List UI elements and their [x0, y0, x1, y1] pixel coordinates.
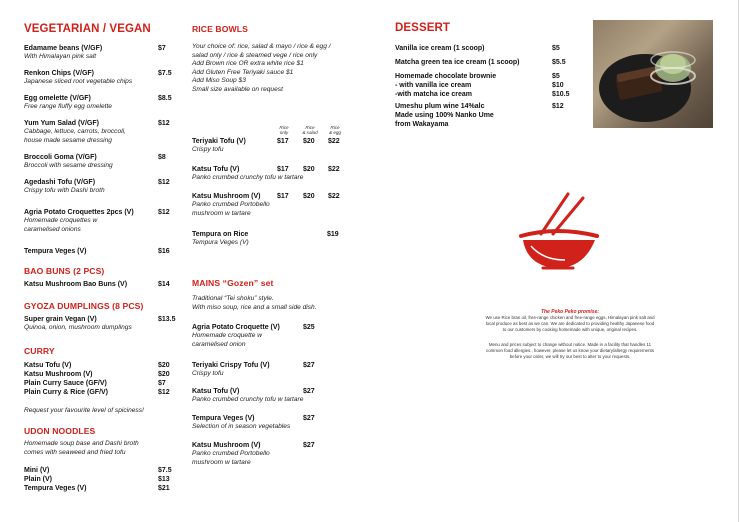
rice-price: $17: [277, 166, 289, 173]
rice-title: RICE BOWLS: [192, 24, 248, 34]
udon-prices: [158, 466, 172, 493]
mains-item: Agria Potato Croquette (V) Homemade croquette w caramelised onion: [192, 324, 280, 348]
veg-item: Yum Yum Salad (V/GF) Cabbage, lettuce, carrots, broccoli, house made sesame dressing: [24, 120, 126, 144]
curry-price: $20: [158, 362, 170, 369]
rice-price: $20: [303, 193, 315, 200]
mains-title: MAINS “Gozen” set: [192, 278, 274, 288]
curry-item: Katsu Mushroom (V): [24, 371, 93, 378]
udon-item: Mini (V): [24, 467, 50, 474]
rice-price: $22: [328, 166, 340, 173]
veg-item: Renkon Chips (V/GF) Japanese sliced root vegetable chips: [24, 70, 133, 85]
curry-prices: [158, 361, 170, 397]
dessert-item-name: Matcha green tea ice cream (1 scoop): [395, 59, 520, 66]
curry-price: $7: [158, 380, 166, 387]
veg-price: $7.5: [158, 70, 172, 77]
veg-price: $16: [158, 248, 170, 255]
veg-item: Egg omelette (V/GF) Free range fluffy egg omelette: [24, 95, 112, 110]
bao-item-name: Katsu Mushroom Bao Buns (V): [24, 281, 128, 288]
veg-item-name: Tempura Veges (V): [24, 248, 87, 255]
dessert-price: $12: [552, 103, 564, 110]
rice-price: $20: [303, 166, 315, 173]
promise-title: The Peko Peko promise:: [540, 309, 600, 315]
veg-item: Agria Potato Croquettes 2pcs (V) Homemade croquettes w caramelised onions: [24, 209, 134, 233]
notice-line: Menu and prices subject to change without notice. Made in a facility that handles 11: [488, 341, 652, 347]
veg-price: $8.5: [158, 95, 172, 102]
curry-item: Plain Curry & Rice (GF/V): [24, 389, 109, 396]
bao-price: $14: [158, 281, 170, 288]
bowl-chopsticks-logo: [513, 190, 605, 276]
veg-title: VEGETARIAN / VEGAN: [24, 23, 151, 35]
rice-price: $17: [277, 193, 289, 200]
notice-line: before your order, we will try our best to alter to your requests.: [509, 354, 631, 360]
udon-item: Plain (V): [24, 476, 53, 483]
rice-item: Katsu Tofu (V) Panko crumbed crunchy tofu w tartare: [192, 166, 304, 181]
mains-price: $25: [303, 324, 315, 331]
dessert-title: DESSERT: [395, 22, 451, 34]
udon-list: [24, 466, 87, 493]
promise-line: We use Rice bran oil, free-range chicken and free-range eggs, Himalayan pink salt and: [485, 315, 655, 320]
dessert-prices: $5 $10 $10.5: [552, 73, 570, 98]
gyoza-title: GYOZA DUMPLINGS (8 PCS): [24, 301, 144, 311]
curry-item: Plain Curry Sauce (GF/V): [24, 380, 107, 387]
rice-col-head: Rice & egg: [328, 125, 341, 135]
dessert-item-name: Vanilla ice cream (1 scoop): [395, 45, 485, 52]
promise-line: local produce as best as we can. We are dedicated to providing healthy Japanese food: [485, 321, 655, 327]
curry-title: CURRY: [24, 346, 55, 356]
rice-price: $17: [277, 138, 289, 145]
dessert-photo: [593, 20, 713, 128]
veg-price: $12: [158, 179, 170, 186]
rice-item: Tempura on Rice Tempura Veges (V): [192, 231, 249, 246]
dessert-price: $5: [552, 45, 560, 52]
rice-col-head: Rice only: [279, 125, 289, 135]
bao-title: BAO BUNS (2 PCS): [24, 266, 105, 276]
dessert-item: Umeshu plum wine 14%alc Made using 100% Nanko Ume from Wakayama: [395, 103, 494, 128]
udon-price: $21: [158, 485, 170, 492]
udon-item: Tempura Veges (V): [24, 485, 87, 492]
curry-note: Request your favourite level of spiciness!: [24, 407, 144, 414]
veg-item: Broccoli Goma (V/GF) Broccoli with sesame dressing: [24, 154, 113, 169]
mains-item: Teriyaki Crispy Tofu (V) Crispy tofu: [192, 362, 270, 377]
gyoza-item: Super grain Vegan (V) Quinoa, onion, mushroom dumplings: [24, 316, 132, 331]
udon-title: UDON NOODLES: [24, 426, 96, 436]
mains-price: $27: [303, 388, 315, 395]
promise-block: [430, 309, 710, 360]
curry-price: $20: [158, 371, 170, 378]
dessert-item: Homemade chocolate brownie - with vanilla ice cream -with matcha ice cream: [395, 73, 497, 98]
rice-price: $20: [303, 138, 315, 145]
veg-item: Agedashi Tofu (V/GF) Crispy tofu with Dashi broth: [24, 179, 105, 194]
dessert-price: $5.5: [552, 59, 566, 66]
udon-desc: Homemade soup base and Dashi broth comes with seaweed and fried tofu: [24, 440, 139, 456]
curry-list: [24, 361, 108, 397]
udon-price: $7.5: [158, 467, 172, 474]
promise-line: to our customers by cooking homemade with unique, original recipes.: [502, 327, 638, 333]
mains-intro: Traditional “Tei shoku” style. With miso soup, rice and a small side dish.: [192, 295, 317, 311]
udon-price: $13: [158, 476, 170, 483]
veg-price: $12: [158, 120, 170, 127]
rice-price: $22: [328, 138, 340, 145]
curry-price: $12: [158, 389, 170, 396]
rice-price: $19: [327, 231, 339, 238]
mains-price: $27: [303, 362, 315, 369]
rice-intro: Your choice of: rice, salad & mayo / rice & egg / salad only / rice & steamed vege / rice only Add Brown rice OR extra white rice $1 Add Gluten Free Teriyaki sauce $1 Add Miso Soup $3 Small size available on request: [192, 43, 331, 93]
curry-item: Katsu Tofu (V): [24, 362, 72, 369]
rice-price: $22: [328, 193, 340, 200]
veg-price: $7: [158, 45, 166, 52]
mains-item: Katsu Mushroom (V) Panko crumbed Portobello mushroom w tartare: [192, 442, 270, 466]
rice-item: Katsu Mushroom (V) Panko crumbed Portobello mushroom w tartare: [192, 193, 270, 217]
veg-price: $8: [158, 154, 166, 161]
mains-item: Tempura Veges (V) Selection of in season vegetables: [192, 415, 291, 430]
mains-price: $27: [303, 442, 315, 449]
rice-item: Teriyaki Tofu (V) Crispy tofu: [192, 138, 246, 153]
notice-line: common food allergies., however, please let us know your dietary/allergy requirements: [486, 347, 654, 353]
gyoza-price: $13.5: [158, 316, 176, 323]
mains-item: Katsu Tofu (V) Panko crumbed crunchy tofu w tartare: [192, 388, 304, 403]
veg-price: $12: [158, 209, 170, 216]
veg-item: Edamame beans (V/GF) With Himalayan pink salt: [24, 45, 103, 60]
rice-col-head: Rice & salad: [302, 125, 318, 135]
mains-price: $27: [303, 415, 315, 422]
